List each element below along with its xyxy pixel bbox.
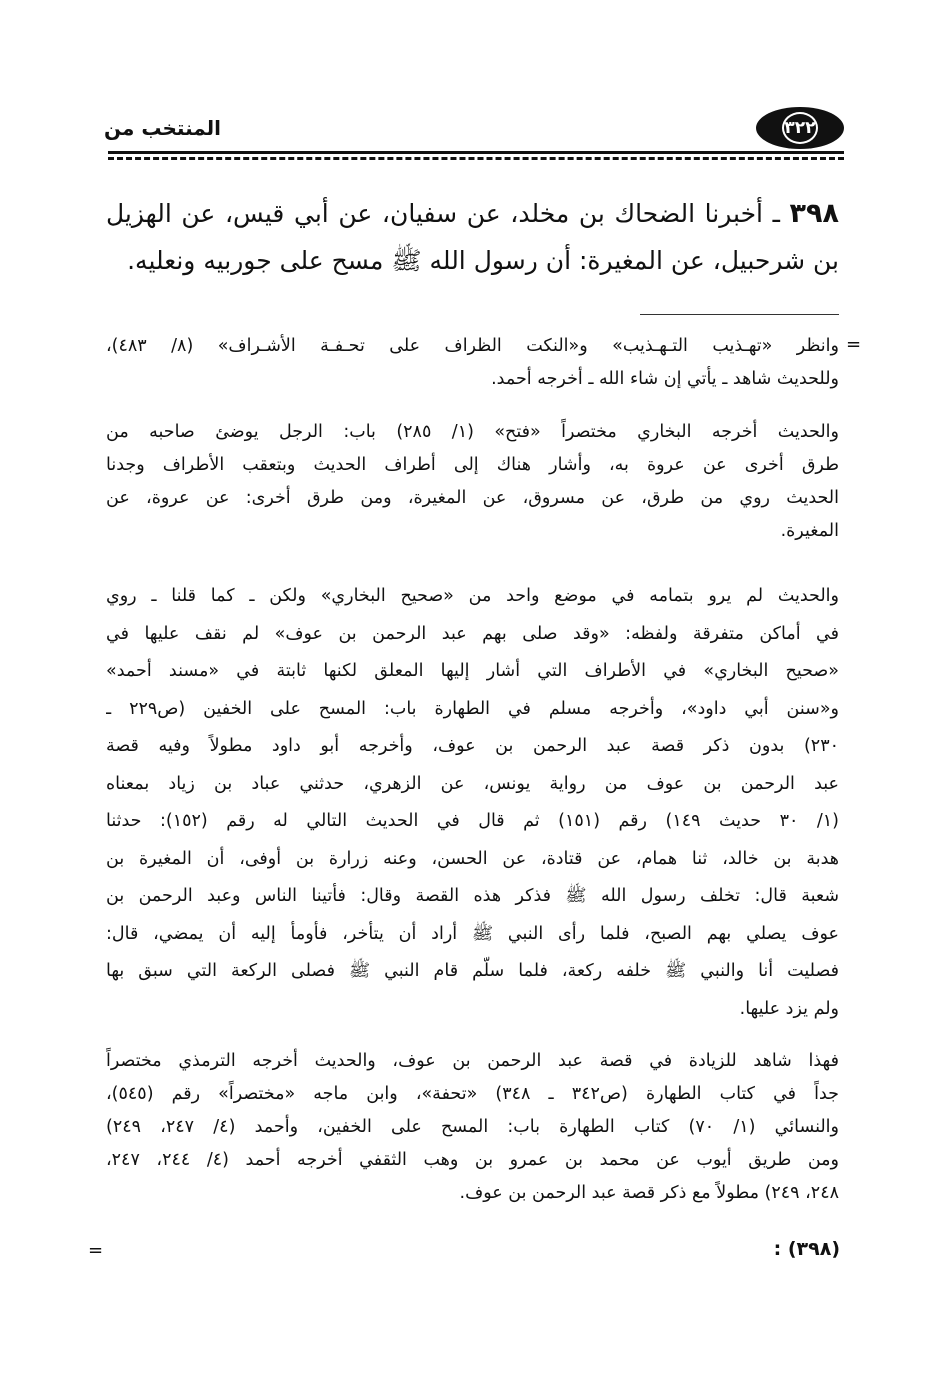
footnote-line: والنسائي (١/ ٧٠) كتاب الطهارة باب: المسح على الخفين، وأحمد (٤/ ٢٤٧، ٢٤٩) bbox=[106, 1117, 839, 1137]
header-dashed-rule bbox=[108, 157, 844, 160]
hadith-number: ٣٩٨ bbox=[789, 198, 839, 229]
hadith-line-text: ـ أخبرنا الضحاك بن مخلد، عن سفيان، عن أبي قيس، عن الهزيل bbox=[106, 199, 780, 228]
header-rule bbox=[108, 151, 844, 154]
footnote-line: شعبة قال: تخلف رسول الله ﷺ فذكر هذه القصة وقال: فأتينا الناس وعبد الرحمن بن bbox=[106, 886, 839, 906]
footnote-line: طرق أخرى عن عروة به، وأشار هناك إلى أطراف الحديث وبتعقب الأطراف وجدنا bbox=[106, 455, 839, 475]
hadith-line: بن شرحبيل، عن المغيرة: أن رسول الله ﷺ مسح على جوربيه ونعليه. bbox=[127, 246, 839, 275]
footnote-paragraph bbox=[106, 1045, 839, 1210]
footnote-line: و«سنن أبي داود»، وأخرجه مسلم في الطهارة باب: المسح على الخفين (ص٢٢٩ ـ bbox=[106, 698, 839, 719]
footnote-paragraph bbox=[106, 578, 839, 1028]
footnote-paragraph bbox=[106, 416, 839, 548]
footnote-line: الحديث روي من طرق، عن مسروق، عن المغيرة، ومن طرق أخرى: عن عروة، عن bbox=[106, 488, 839, 508]
running-title: المنتخب من bbox=[104, 116, 222, 140]
footnote-line: ٢٤٨، ٢٤٩) مطولاً مع ذكر قصة عبد الرحمن بن عوف. bbox=[459, 1183, 839, 1203]
footnote-line: ٢٣٠) بدون ذكر قصة عبد الرحمن بن عوف، وأخرجه أبو داود مطولاً وفيه قصة bbox=[106, 736, 839, 756]
page-number: ٣٢٢ bbox=[782, 112, 818, 144]
footnote-line: في أماكن متفرقة ولفظه: «وقد صلى بهم عبد الرحمن بن عوف» لم نقف عليها في bbox=[106, 623, 839, 644]
footnote-line: عبد الرحمن بن عوف من رواية يونس، عن الزهري، حدثني عباد بن زياد بمعناه bbox=[106, 773, 839, 794]
footnote-reference: (٣٩٨) : bbox=[773, 1238, 840, 1260]
footnote-line: فهذا شاهد للزيادة في قصة عبد الرحمن بن عوف، والحديث أخرجه الترمذي مختصراً bbox=[106, 1051, 839, 1071]
footnote-line: والحديث لم يرو بتمامه في موضع واحد من «صحيح البخاري» ولكن ـ كما قلنا ـ روي bbox=[106, 586, 839, 606]
footnote-continuation-marker: = bbox=[88, 1240, 104, 1261]
footnote-line: عوف يصلي بهم الصبح، فلما رأى النبي ﷺ أراد أن يتأخر، فأومأ إليه أن يمضي، قال: bbox=[106, 923, 839, 944]
footnote-line: ومن طريق أيوب عن محمد بن عمرو بن وهب الثقفي أخرجه أحمد (٤/ ٢٤٤، ٢٤٧، bbox=[106, 1150, 839, 1170]
hadith-line bbox=[106, 190, 839, 237]
footnote-line: هدبة بن خالد، ثنا همام، عن قتادة، عن الحسن، وعنه زرارة بن أوفى، أن المغيرة بن bbox=[106, 848, 839, 869]
footnote-line: وللحديث شاهد ـ يأتي إن شاء الله ـ أخرجه أحمد. bbox=[491, 369, 839, 389]
hadith-text bbox=[106, 190, 839, 284]
footnote-line: المغيرة. bbox=[780, 521, 839, 541]
footnote-line: «صحيح البخاري» في الأطراف التي أشار إليها المعلق لكنها ثابتة في «مسند أحمد» bbox=[106, 661, 839, 681]
footnote-separator bbox=[640, 314, 839, 315]
footnote-paragraph bbox=[106, 330, 839, 396]
page-number-badge bbox=[756, 107, 844, 149]
footnote-line: والحديث أخرجه البخاري مختصراً «فتح» (١/ ٢٨٥) باب: الرجل يوضئ صاحبه من bbox=[106, 422, 839, 442]
footnote-line: (١/ ٣٠ حديث ١٤٩) رقم (١٥١) ثم قال في الحديث التالي له رقم (١٥٢): حدثنا bbox=[106, 811, 839, 831]
footnote-line: ولم يزد عليها. bbox=[739, 998, 839, 1019]
footnote-line: وانظر «تهـذيب التـهـذيب» و«النكت الظراف على تحـفـة الأشـراف» (٨/ ٤٨٣)، bbox=[106, 336, 839, 356]
footnote-line: فصليت أنا والنبي ﷺ خلفه ركعة، فلما سلّم قام النبي ﷺ فصلى الركعة التي سبق بها bbox=[106, 961, 839, 981]
footnote-line: جداً في كتاب الطهارة (ص٣٤٢ ـ ٣٤٨) «تحفة»، وابن ماجه «مختصراً» رقم (٥٤٥)، bbox=[106, 1084, 839, 1104]
footnote-continuation-marker: = bbox=[846, 334, 862, 355]
